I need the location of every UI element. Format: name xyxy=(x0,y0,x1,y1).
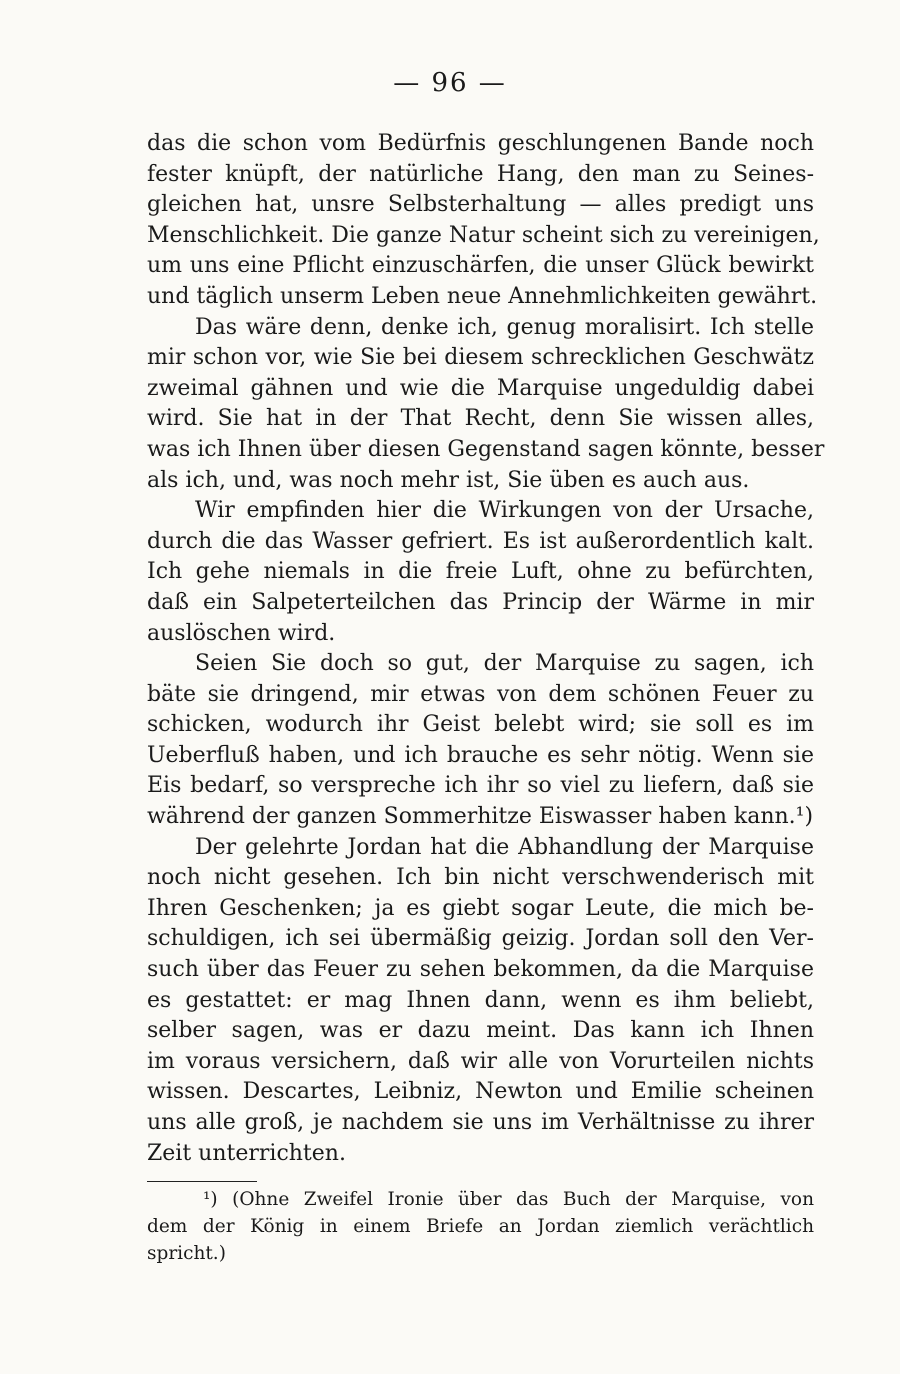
text-line: Ihren Geschenken; ja es giebt sogar Leute, die mich be- xyxy=(147,895,814,921)
footnote-divider xyxy=(147,1181,257,1182)
text-line: schuldigen, ich sei übermäßig geizig. Jordan soll den Ver- xyxy=(147,926,814,952)
text-line: Menschlichkeit. Die ganze Natur scheint sich zu vereinigen, xyxy=(147,222,820,248)
footnote-line: ¹) (Ohne Zweifel Ironie über das Buch der Marquise, von xyxy=(203,1189,814,1210)
text-line: mir schon vor, wie Sie bei diesem schrecklichen Geschwätz xyxy=(147,345,814,371)
footnote-line: dem der König in einem Briefe an Jordan ziemlich verächtlich xyxy=(147,1216,814,1237)
text-line: zweimal gähnen und wie die Marquise ungeduldig dabei xyxy=(147,375,814,401)
text-line: Ueberfluß haben, und ich brauche es sehr nötig. Wenn sie xyxy=(147,742,814,768)
text-line: Der gelehrte Jordan hat die Abhandlung der Marquise xyxy=(195,834,814,860)
text-line: um uns eine Pflicht einzuschärfen, die unser Glück bewirkt xyxy=(147,253,814,279)
body-text xyxy=(147,129,825,1169)
text-line: selber sagen, was er dazu meint. Das kann ich Ihnen xyxy=(147,1018,814,1044)
text-line: such über das Feuer zu sehen bekommen, da die Marquise xyxy=(147,957,814,983)
footnote xyxy=(147,1186,814,1267)
text-line: durch die das Wasser gefriert. Es ist außerordentlich kalt. xyxy=(147,528,814,554)
text-line: Ich gehe niemals in die freie Luft, ohne zu befürchten, xyxy=(147,559,814,585)
text-line: uns alle groß, je nachdem sie uns im Verhältnisse zu ihrer xyxy=(147,1110,814,1135)
text-line: wird. Sie hat in der That Recht, denn Sie wissen alles, xyxy=(147,406,814,432)
text-line: das die schon vom Bedürfnis geschlungenen Bande noch xyxy=(147,131,814,156)
text-line: wissen. Descartes, Leibniz, Newton und Emilie scheinen xyxy=(147,1079,814,1105)
text-line: Seien Sie doch so gut, der Marquise zu sagen, ich xyxy=(195,651,814,677)
text-line: bäte sie dringend, mir etwas von dem schönen Feuer zu xyxy=(147,681,814,707)
text-line: daß ein Salpeterteilchen das Princip der Wärme in mir xyxy=(147,589,814,615)
text-line: was ich Ihnen über diesen Gegenstand sagen könnte, besser xyxy=(147,436,825,462)
text-line: es gestattet: er mag Ihnen dann, wenn es ihm beliebt, xyxy=(147,987,814,1013)
text-line: Eis bedarf, so verspreche ich ihr so viel zu liefern, daß sie xyxy=(147,773,814,799)
text-line: auslöschen wird. xyxy=(147,620,336,646)
text-line: als ich, und, was noch mehr ist, Sie üben es auch aus. xyxy=(147,467,750,493)
text-line: Wir empfinden hier die Wirkungen von der Ursache, xyxy=(195,498,814,524)
footnote-line: spricht.) xyxy=(147,1243,226,1264)
text-line: fester knüpft, der natürliche Hang, den man zu Seines- xyxy=(147,161,814,187)
text-line: im voraus versichern, daß wir alle von Vorurteilen nichts xyxy=(147,1048,814,1074)
text-line: Das wäre denn, denke ich, genug moralisirt. Ich stelle xyxy=(195,314,814,340)
text-line: während der ganzen Sommerhitze Eiswasser haben kann.¹) xyxy=(147,804,814,830)
text-line: und täglich unserm Leben neue Annehmlichkeiten gewährt. xyxy=(147,283,818,309)
text-line: gleichen hat, unsre Selbsterhaltung — alles predigt uns xyxy=(147,192,814,218)
text-line: noch nicht gesehen. Ich bin nicht verschwenderisch mit xyxy=(147,865,814,891)
page-number: — 96 — xyxy=(393,68,507,98)
text-line: Zeit unterrichten. xyxy=(147,1140,346,1166)
text-line: schicken, wodurch ihr Geist belebt wird; sie soll es im xyxy=(147,712,814,738)
